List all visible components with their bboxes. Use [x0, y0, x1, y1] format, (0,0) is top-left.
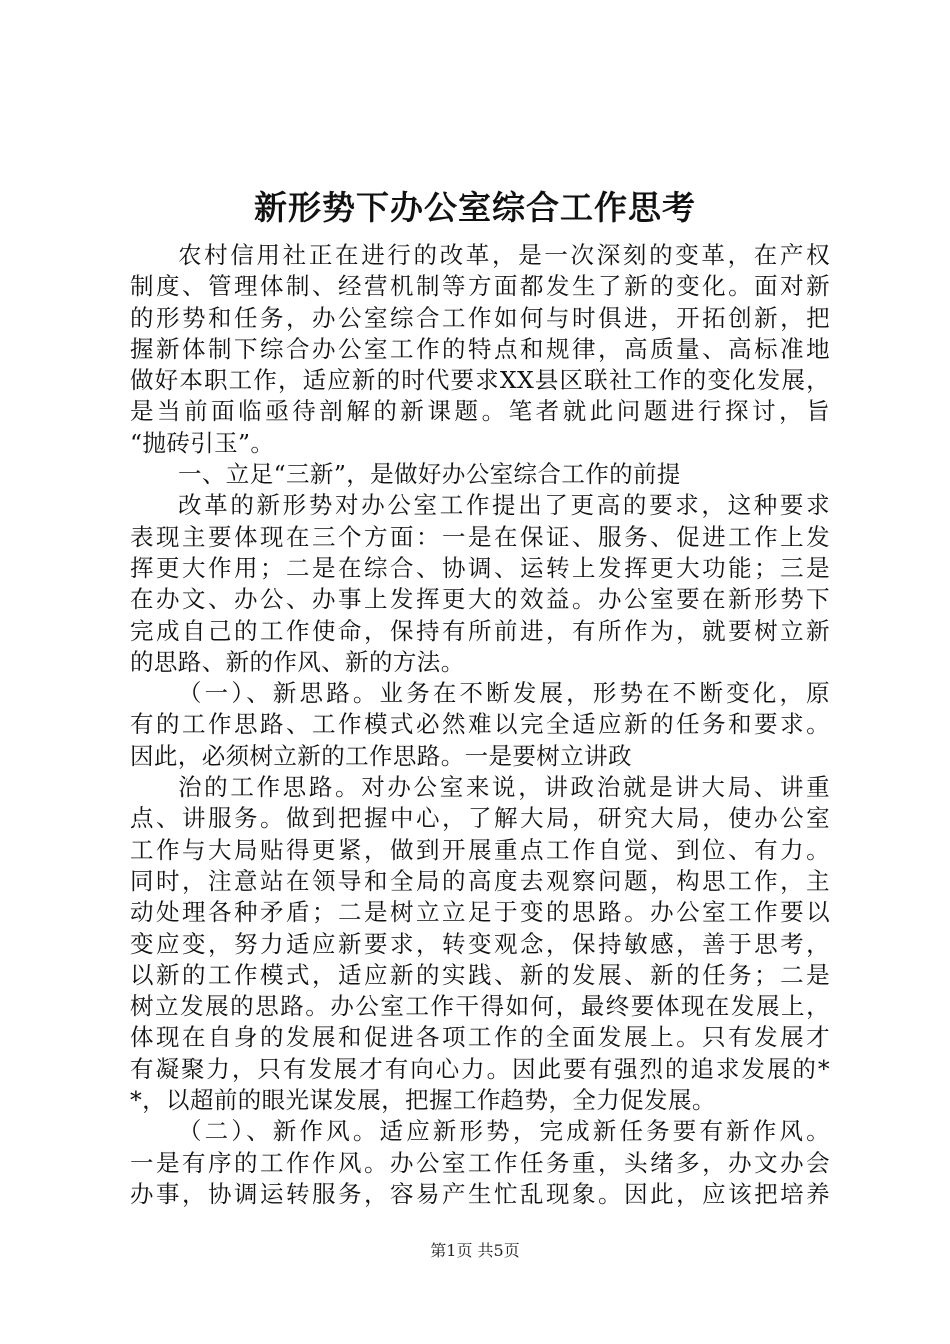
- text-line: 因此，必须树立新的工作思路。一是要树立讲政: [130, 741, 632, 770]
- text-line: 在办文、办公、办事上发挥更大的效益。办公室要在新形势下: [130, 585, 830, 614]
- text-line: 有凝聚力，只有发展才有向心力。因此要有强烈的追求发展的*: [130, 1054, 830, 1083]
- text-line: 点、讲服务。做到把握中心，了解大局，研究大局，使办公室: [130, 804, 830, 833]
- page-number-footer: 第1页 共5页: [430, 1241, 520, 1260]
- text-line: 有的工作思路、工作模式必然难以完全适应新的任务和要求。: [130, 710, 830, 739]
- text-line: 挥更大作用；二是在综合、协调、运转上发挥更大功能；三是: [130, 553, 830, 582]
- text-line: 以新的工作模式，适应新的实践、新的发展、新的任务；二是: [130, 960, 830, 989]
- text-line: 体现在自身的发展和促进各项工作的全面发展上。只有发展才: [130, 1023, 830, 1052]
- section-heading: 一、立足“三新”，是做好办公室综合工作的前提: [178, 460, 681, 489]
- document-body: [130, 240, 830, 1210]
- text-line: 完成自己的工作使命，保持有所前进，有所作为，就要树立新: [130, 616, 830, 645]
- text-line: 同时，注意站在领导和全局的高度去观察问题，构思工作，主: [130, 866, 830, 895]
- text-line: 改革的新形势对办公室工作提出了更高的要求，这种要求: [178, 491, 830, 520]
- text-line: 变应变，努力适应新要求，转变观念，保持敏感，善于思考，: [130, 929, 830, 958]
- text-line: 是当前面临亟待剖解的新课题。笔者就此问题进行探讨，旨: [130, 397, 830, 426]
- text-line: *，以超前的眼光谋发展，把握工作趋势，全力促发展。: [130, 1086, 716, 1115]
- text-line: 办事，协调运转服务，容易产生忙乱现象。因此，应该把培养: [130, 1179, 830, 1208]
- text-line: 农村信用社正在进行的改革，是一次深刻的变革，在产权: [178, 241, 830, 269]
- text-line: 握新体制下综合办公室工作的特点和规律，高质量、高标准地: [130, 334, 830, 363]
- text-line: 制度、管理体制、经营机制等方面都发生了新的变化。面对新: [130, 272, 830, 301]
- text-line: 树立发展的思路。办公室工作干得如何，最终要体现在发展上，: [130, 992, 830, 1021]
- text-line: 一是有序的工作作风。办公室工作任务重，头绪多，办文办会: [130, 1148, 830, 1177]
- text-line: 表现主要体现在三个方面：一是在保证、服务、促进工作上发: [130, 522, 830, 551]
- document-title: 新形势下办公室综合工作思考: [254, 188, 696, 227]
- text-line: “抛砖引玉”。: [130, 428, 275, 457]
- text-line: 治的工作思路。对办公室来说，讲政治就是讲大局、讲重: [178, 773, 830, 802]
- text-line: 工作与大局贴得更紧，做到开展重点工作自觉、到位、有力。: [130, 835, 830, 864]
- text-line: 的思路、新的作风、新的方法。: [130, 647, 465, 676]
- text-line: 做好本职工作，适应新的时代要求XX县区联社工作的变化发展，: [130, 366, 830, 395]
- text-line: 动处理各种矛盾；二是树立立足于变的思路。办公室工作要以: [130, 898, 830, 927]
- text-line: （二）、新作风。适应新形势，完成新任务要有新作风。: [178, 1117, 830, 1146]
- text-line: （一）、新思路。业务在不断发展，形势在不断变化，原: [178, 679, 830, 708]
- text-line: 的形势和任务，办公室综合工作如何与时俱进，开拓创新，把: [130, 303, 830, 332]
